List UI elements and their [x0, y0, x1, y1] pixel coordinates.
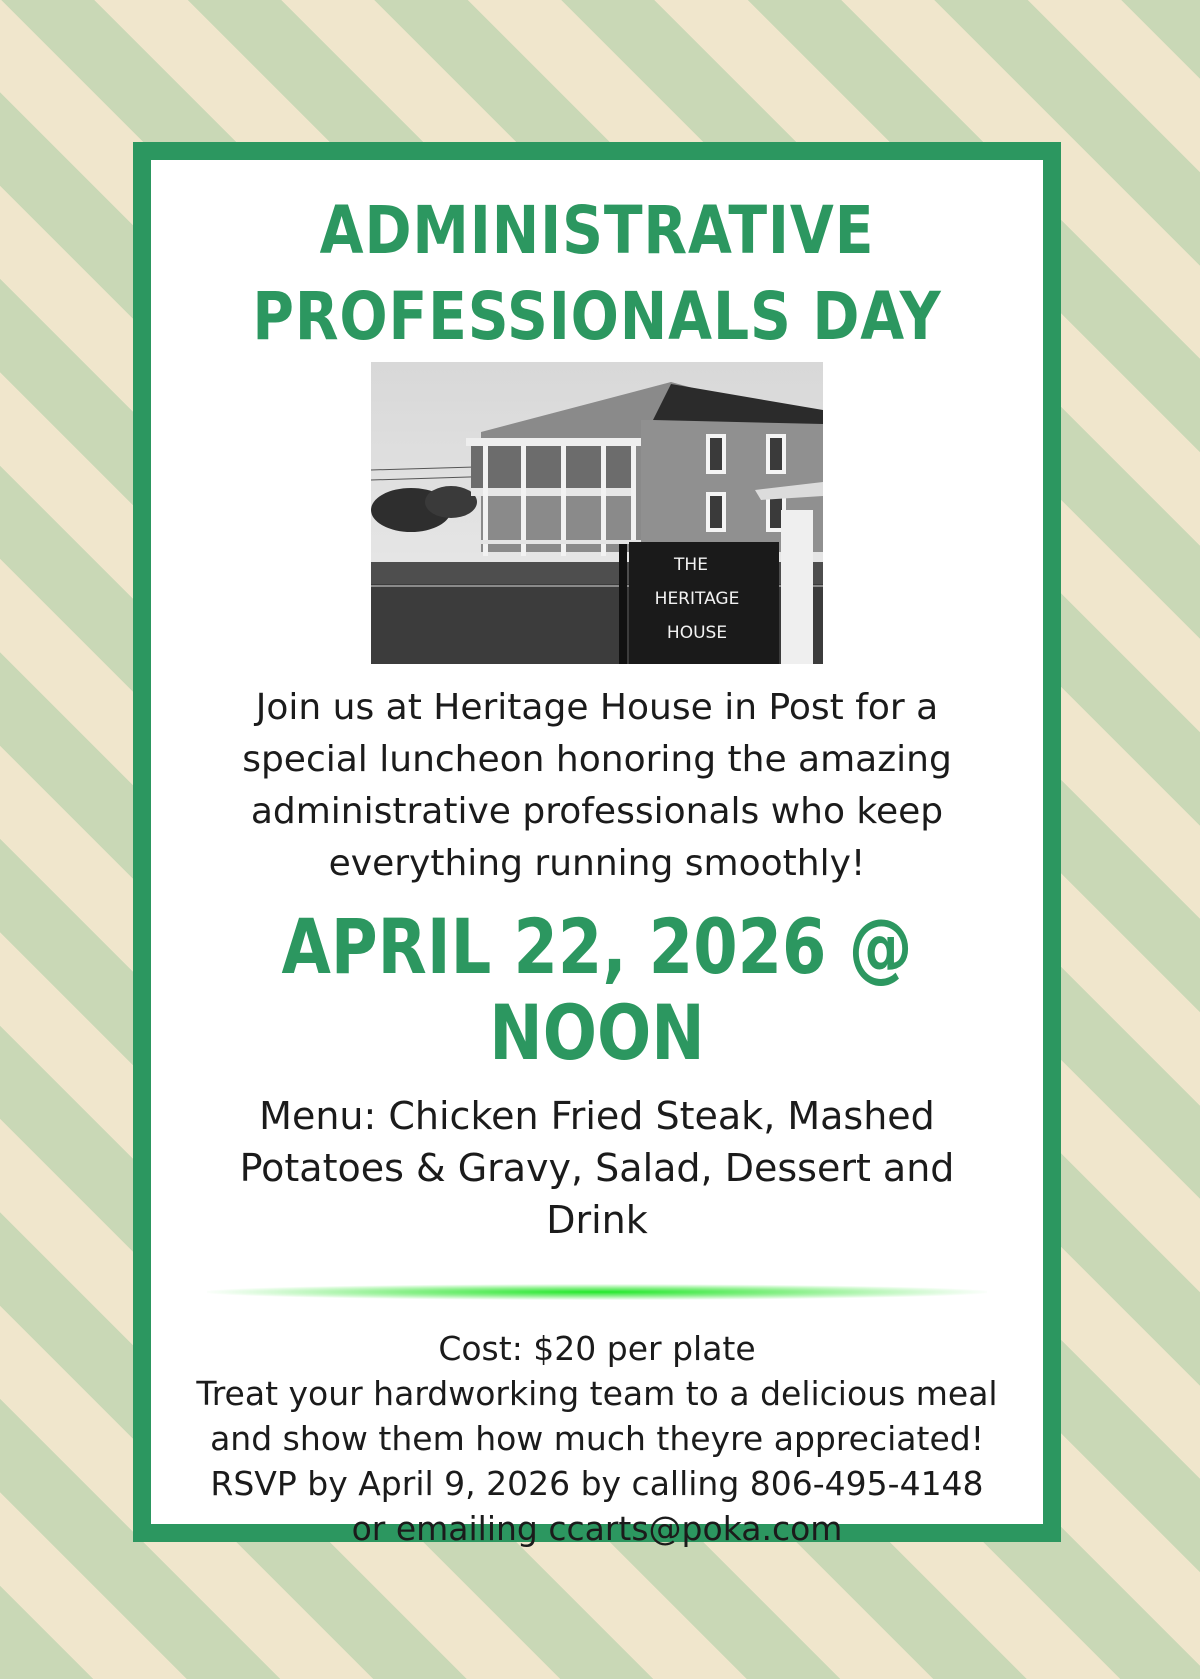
event-rsvp: RSVP by April 9, 2026 by calling 806-495-4148 or emailing ccarts@poka.com: [210, 1464, 984, 1548]
sign-line-1: THE: [674, 555, 708, 575]
flyer-border: [133, 142, 1061, 1548]
glow-divider: [207, 1284, 987, 1300]
flyer-title: [213, 160, 980, 360]
sign-line-3: HOUSE: [666, 623, 728, 643]
event-menu: Menu: Chicken Fried Steak, Mashed Potatoes & Gravy, Salad, Dessert and Drink: [239, 1094, 955, 1242]
sign-line-2: HERITAGE: [654, 589, 740, 609]
event-cost: Cost: $20 per plate: [438, 1329, 756, 1368]
title-line-2: PROFESSIONALS DAY: [252, 278, 942, 355]
event-description: Join us at Heritage House in Post for a special luncheon honoring the amazing administrative professionals who keep everything running smoothly!: [242, 687, 952, 884]
heritage-house-photo: [371, 362, 823, 664]
flyer-card: [151, 160, 1043, 1548]
event-date: APRIL 22, 2026 @ NOON: [281, 902, 913, 1077]
event-treat-text: Treat your hardworking team to a delicious meal and show them how much theyre appreciated!: [196, 1374, 998, 1458]
title-line-1: ADMINISTRATIVE: [319, 192, 875, 269]
event-details: [151, 1326, 1043, 1551]
